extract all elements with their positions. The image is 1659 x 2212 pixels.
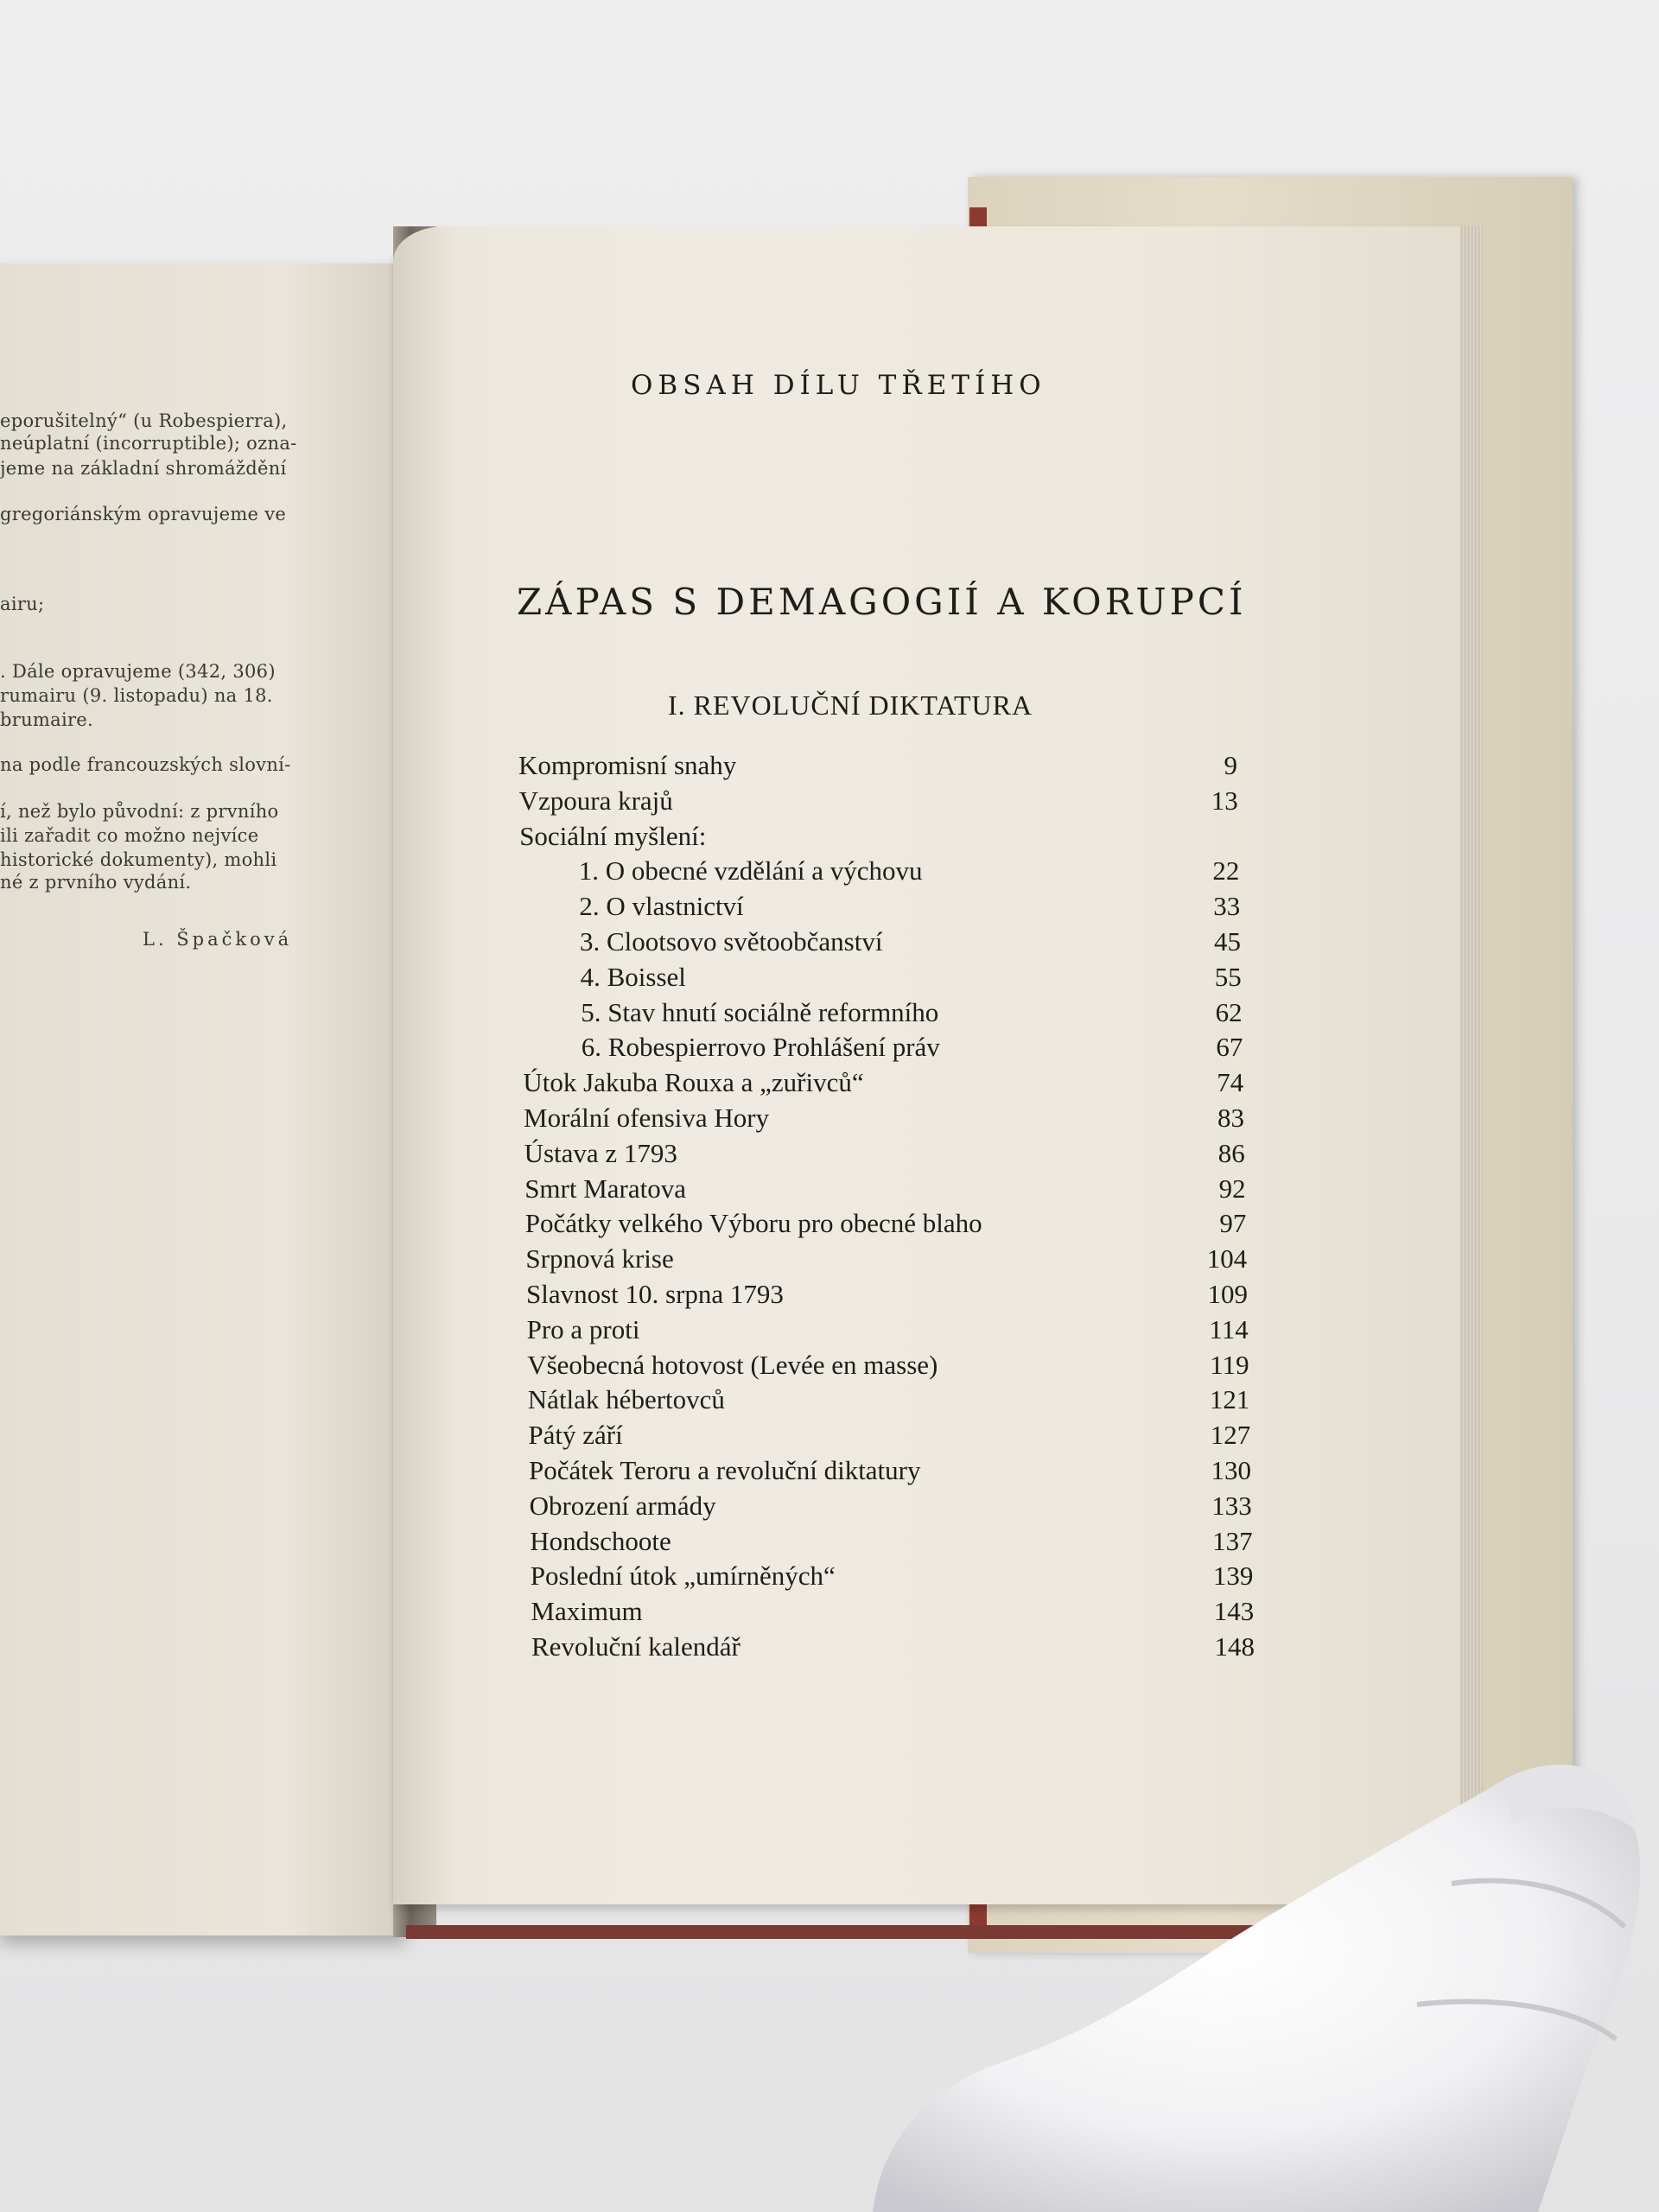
toc-page-number: 114: [1209, 1313, 1249, 1344]
toc-entry-label: Poslední útok „umírněných“: [530, 1560, 836, 1592]
left-page-line: . Dále opravujeme (342, 306): [0, 661, 276, 682]
left-page-line: historické dokumenty), mohli: [0, 849, 277, 870]
toc-row: [530, 1526, 1252, 1559]
toc-row: [529, 1455, 1251, 1488]
toc-entry-label: Počátky velkého Výboru pro obecné blaho: [524, 1208, 982, 1239]
toc-entry-label: 5. Stav hnutí sociálně reformního: [581, 996, 939, 1027]
toc-page-number: 33: [1213, 891, 1241, 922]
toc-entry-label: Útok Jakuba Rouxa a „zuřivců“: [523, 1067, 864, 1098]
toc-entry-label: Kompromisní snahy: [518, 750, 737, 780]
toc-entry-label: 2. O vlastnictví: [579, 891, 744, 922]
toc-entry-label: Obrození armády: [529, 1490, 716, 1521]
left-page-line: eporušitelný“ (u Robespierra),: [0, 410, 288, 431]
toc-page-number: 139: [1212, 1560, 1254, 1592]
toc-row: [524, 1173, 1245, 1206]
toc-row: [582, 1032, 1243, 1065]
toc-entry-label: Maximum: [531, 1596, 643, 1627]
toc-page-number: 121: [1209, 1384, 1250, 1415]
toc-page-number: 13: [1211, 785, 1238, 816]
left-page-line: na podle francouzských slovní-: [0, 754, 291, 775]
toc-page-number: 62: [1215, 996, 1243, 1027]
toc-page-number: 127: [1210, 1420, 1251, 1451]
toc-page-number: 22: [1212, 855, 1240, 887]
toc-row: [531, 1596, 1254, 1629]
toc-entry-label: Vzpoura krajů: [518, 785, 673, 816]
toc-entry-label: Všeobecná hotovost (Levée en masse): [527, 1349, 938, 1380]
toc-entry-label: Ústava z 1793: [524, 1137, 677, 1168]
toc-row: [527, 1314, 1249, 1347]
left-page-line: né z prvního vydání.: [0, 872, 192, 893]
toc-row: [518, 750, 1237, 783]
toc-entry-label: Slavnost 10. srpna 1793: [526, 1279, 784, 1309]
toc-page-number: 9: [1224, 750, 1237, 780]
toc-page-number: 45: [1214, 926, 1241, 957]
toc-page-number: 97: [1219, 1208, 1247, 1239]
toc-page-number: 148: [1214, 1631, 1255, 1662]
toc-page-number: 92: [1218, 1173, 1246, 1204]
toc-row: [581, 997, 1242, 1030]
toc-row: [581, 962, 1242, 995]
toc-entry-label: Sociální myšlení:: [519, 820, 707, 851]
toc-entry-label: 4. Boissel: [580, 961, 686, 992]
translator-signature: L. Špačková: [143, 929, 293, 950]
toc-row: [525, 1208, 1247, 1241]
white-glove: [847, 1745, 1659, 2212]
toc-row: [524, 1103, 1244, 1135]
toc-page-number: 143: [1213, 1596, 1255, 1627]
toc-entry-label: Pro a proti: [526, 1313, 640, 1344]
left-page-line: ili zařadit co možno nejvíce: [0, 825, 259, 846]
toc-row: [526, 1279, 1248, 1312]
page-edges: [1460, 226, 1483, 1904]
toc-row: [525, 1243, 1247, 1276]
toc-page-number: 109: [1207, 1279, 1248, 1309]
toc-row: [530, 1491, 1252, 1523]
toc-entry-label: 6. Robespierrovo Prohlášení práv: [581, 1032, 940, 1063]
toc-entry-label: Morální ofensiva Hory: [524, 1103, 770, 1133]
toc-row: [528, 1420, 1250, 1452]
contents-header: OBSAH DÍLU TŘETÍHO: [631, 370, 1046, 401]
toc-row: [579, 891, 1240, 924]
toc-page-number: 119: [1210, 1349, 1249, 1380]
toc-entry-label: Počátek Teroru a revoluční diktatury: [529, 1455, 921, 1485]
left-page: [0, 264, 406, 1936]
toc-page-number: 104: [1206, 1243, 1248, 1274]
toc-page-number: 55: [1214, 961, 1242, 992]
toc-row: [519, 821, 1238, 854]
toc-page-number: 67: [1216, 1032, 1243, 1063]
toc-page-number: 137: [1212, 1525, 1253, 1556]
left-page-line: neúplatní (incorruptible); ozna-: [0, 433, 297, 454]
toc-row: [531, 1560, 1254, 1593]
part-title: ZÁPAS S DEMAGOGIÍ A KORUPCÍ: [517, 581, 1247, 623]
toc-page-number: 86: [1217, 1137, 1245, 1168]
toc-entry-label: 3. Clootsovo světoobčanství: [580, 926, 883, 957]
toc-entry-label: Revoluční kalendář: [531, 1631, 741, 1662]
toc-row: [519, 785, 1238, 818]
toc-entry-label: Nátlak hébertovců: [527, 1384, 725, 1415]
toc-row: [523, 1067, 1243, 1100]
left-page-line: rumairu (9. listopadu) na 18.: [0, 685, 273, 706]
left-page-line: brumaire.: [0, 709, 93, 730]
toc-row: [580, 926, 1241, 959]
left-page-line: í, než bylo původní: z prvního: [0, 801, 279, 822]
toc-row: [528, 1384, 1250, 1417]
toc-row: [527, 1350, 1249, 1382]
toc-entry-label: 1. O obecné vzdělání a výchovu: [578, 855, 923, 887]
toc-entry-label: Srpnová krise: [525, 1243, 674, 1274]
toc-row: [579, 855, 1240, 888]
toc-entry-label: Smrt Maratova: [524, 1173, 687, 1204]
toc-page-number: 133: [1211, 1490, 1252, 1521]
section-title: I. REVOLUČNÍ DIKTATURA: [668, 690, 1033, 721]
toc-row: [524, 1138, 1245, 1171]
left-page-line: airu;: [0, 594, 45, 614]
toc-page-number: 130: [1211, 1455, 1251, 1485]
toc-entry-label: Pátý září: [528, 1420, 623, 1451]
toc-row: [531, 1631, 1255, 1664]
left-page-line: gregoriánským opravujeme ve: [0, 504, 287, 524]
toc-page-number: 83: [1217, 1103, 1244, 1133]
left-page-line: jeme na základní shromáždění: [0, 458, 287, 479]
toc-entry-label: Hondschoote: [530, 1525, 671, 1556]
toc-page-number: 74: [1217, 1067, 1244, 1098]
